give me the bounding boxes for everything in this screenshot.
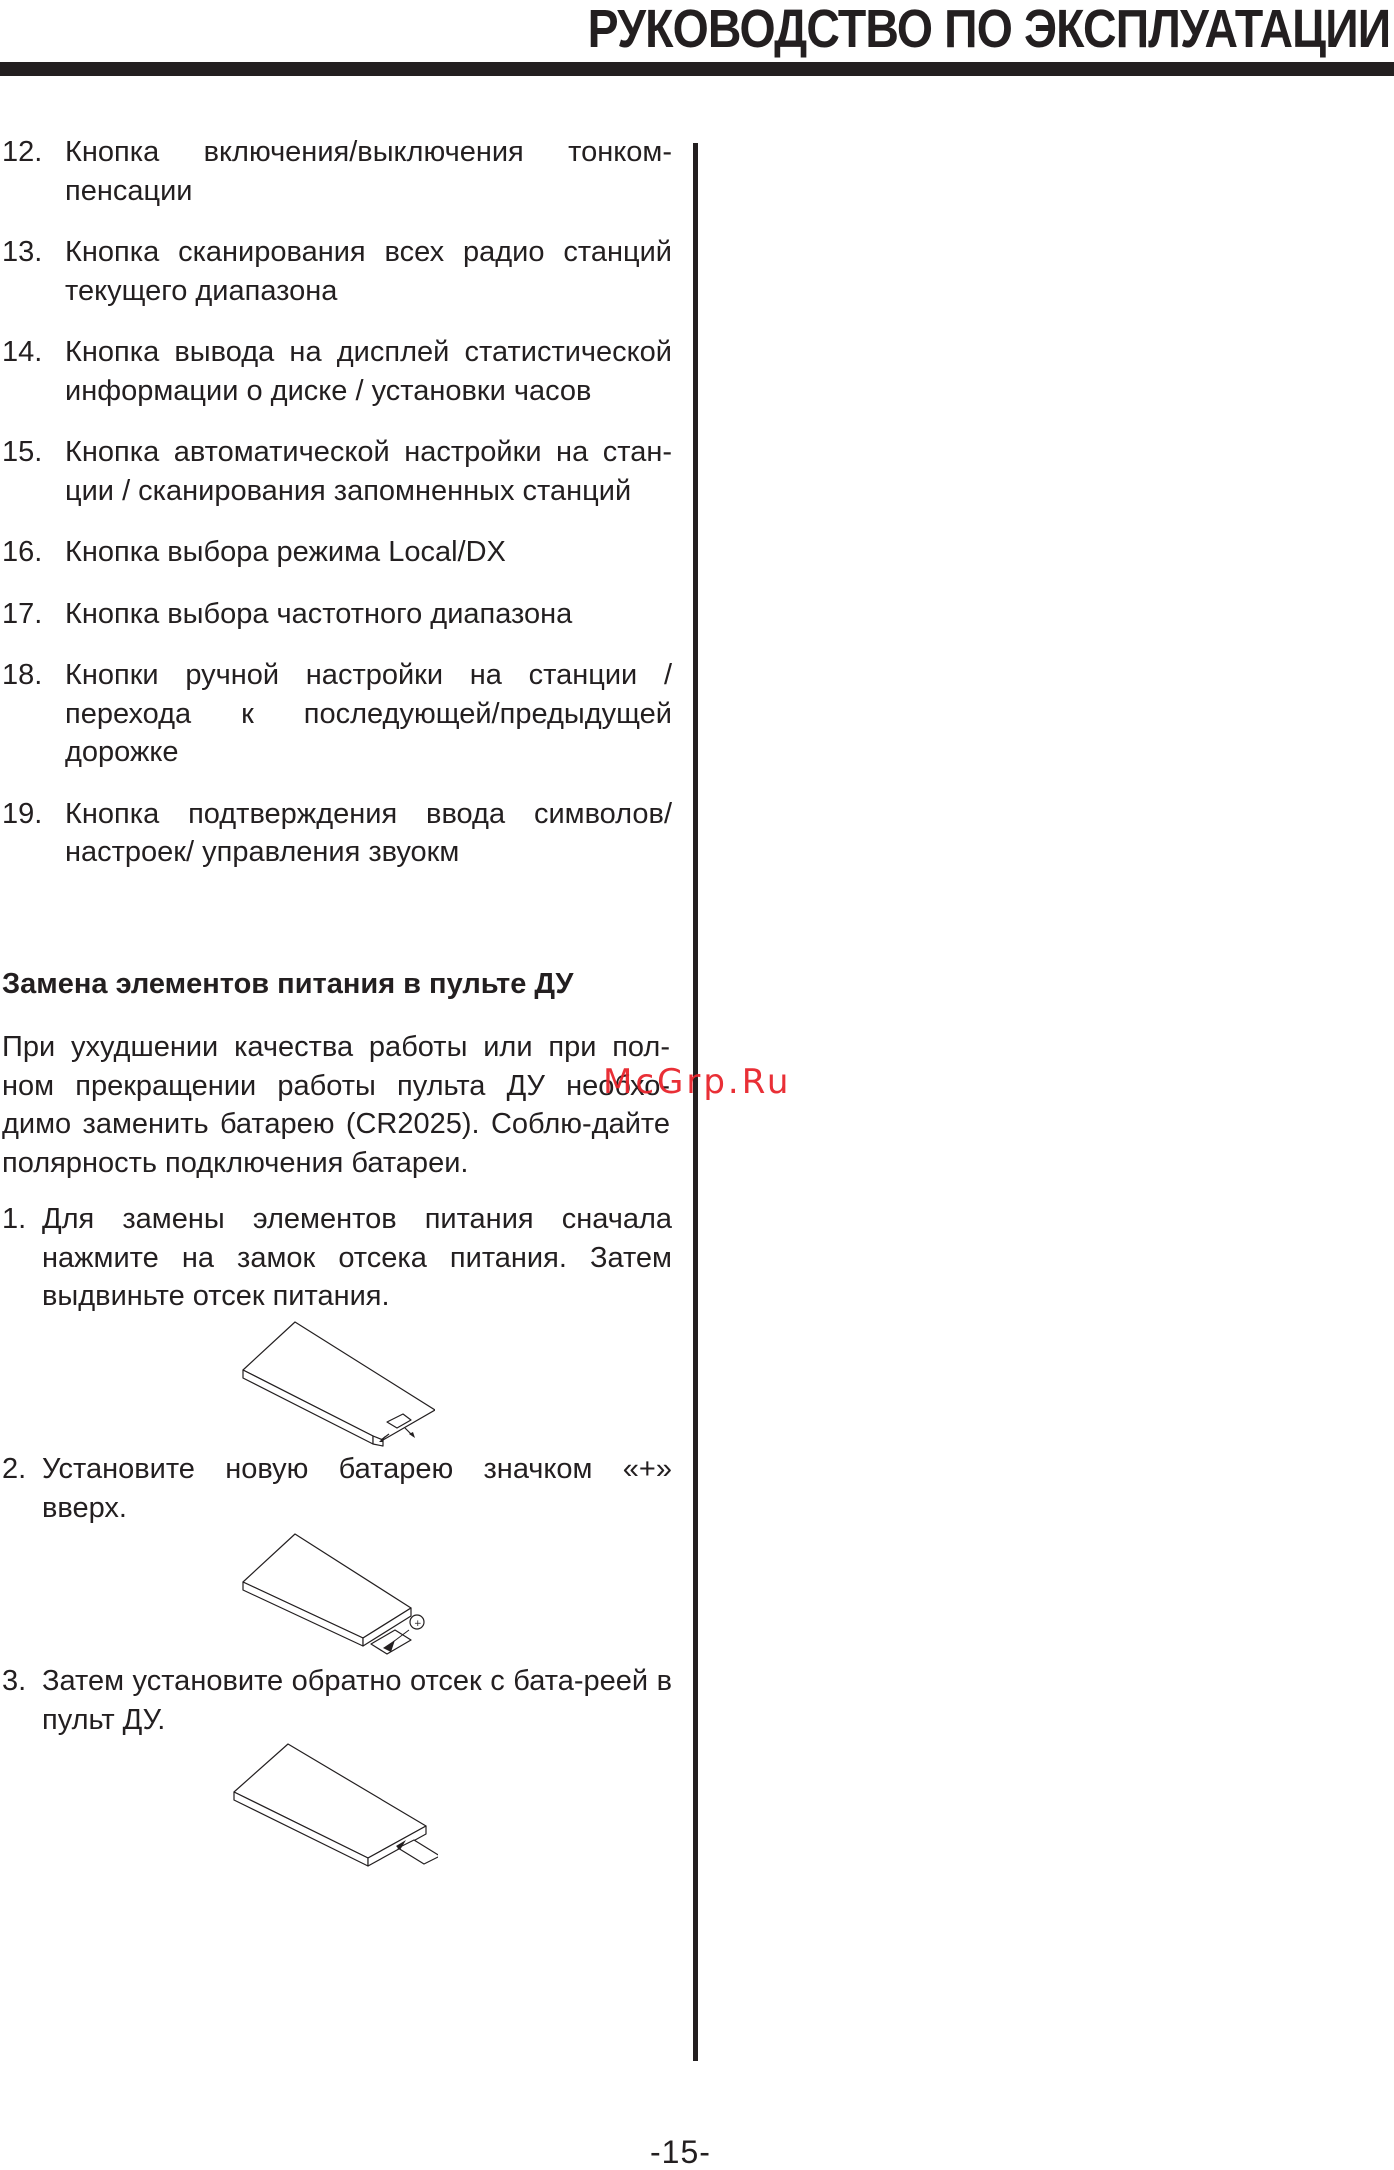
step-number: 3. — [2, 1665, 27, 1697]
list-item-number: 16. — [2, 536, 43, 568]
list-item-number: 14. — [2, 336, 43, 368]
list-item-number: 15. — [2, 436, 43, 468]
list-item-number: 18. — [2, 659, 43, 691]
list-item — [2, 333, 672, 410]
list-item — [2, 595, 672, 634]
button-list — [2, 133, 672, 895]
step-item — [2, 1662, 672, 1739]
list-item — [2, 233, 672, 310]
list-item-text: Кнопка выбора частотного диапазона — [65, 597, 573, 630]
list-item-number: 17. — [2, 597, 43, 630]
remote-insert-battery-icon — [235, 1530, 435, 1665]
step-text: Установите новую батарею значком «+» вверх. — [42, 1453, 672, 1524]
step-number: 1. — [2, 1203, 27, 1235]
list-item-number: 13. — [2, 236, 43, 268]
list-item — [2, 656, 672, 772]
list-item — [2, 533, 672, 572]
section-intro: При ухудшении качества работы или при пол-ном прекращении работы пульта ДУ необхо-димо заменить батарею (CR2025). Соблю-дайте полярность подключения батареи. — [2, 1031, 670, 1179]
step-number: 2. — [2, 1453, 27, 1485]
svg-text:+: + — [414, 1619, 422, 1629]
page-header-title: РУКОВОДСТВО ПО ЭКСПЛУАТАЦИИ — [587, 0, 1390, 59]
header-rule — [0, 62, 1394, 76]
list-item-text: Кнопка вывода на дисплей статистической информации о диске / установки часов — [65, 336, 672, 407]
list-item-text: Кнопка автоматической настройки на стан-ции / сканирования запомненных станций — [65, 436, 672, 507]
section-heading: Замена элементов питания в пульте ДУ — [2, 968, 574, 1000]
list-item-text: Кнопка включения/выключения тонком-пенсации — [65, 136, 672, 207]
list-item — [2, 795, 672, 872]
list-item — [2, 133, 672, 210]
list-item-text: Кнопка выбора режима Local/DX — [65, 536, 506, 568]
remote-open-compartment-icon — [235, 1318, 435, 1453]
list-item-number: 19. — [2, 797, 43, 830]
list-item-text: Кнопка подтверждения ввода символов/ настроек/ управления звуокм — [65, 797, 672, 868]
list-item-number: 12. — [2, 136, 43, 168]
list-item — [2, 433, 672, 510]
list-item-text: Кнопка сканирования всех радио станций текущего диапазона — [65, 236, 672, 307]
column-divider — [693, 143, 698, 2061]
remote-close-compartment-icon — [228, 1742, 438, 1877]
step-item — [2, 1450, 672, 1527]
step-item — [2, 1200, 672, 1316]
step-text: Затем установите обратно отсек с бата-реей в пульт ДУ. — [42, 1665, 672, 1736]
watermark: McGrp.Ru — [603, 1062, 792, 1102]
list-item-text: Кнопки ручной настройки на станции / перехода к последующей/предыдущей дорожке — [65, 659, 672, 768]
step-text: Для замены элементов питания сначала нажмите на замок отсека питания. Затем выдвиньте отсек питания. — [42, 1203, 672, 1312]
page-number: -15- — [650, 2134, 711, 2170]
